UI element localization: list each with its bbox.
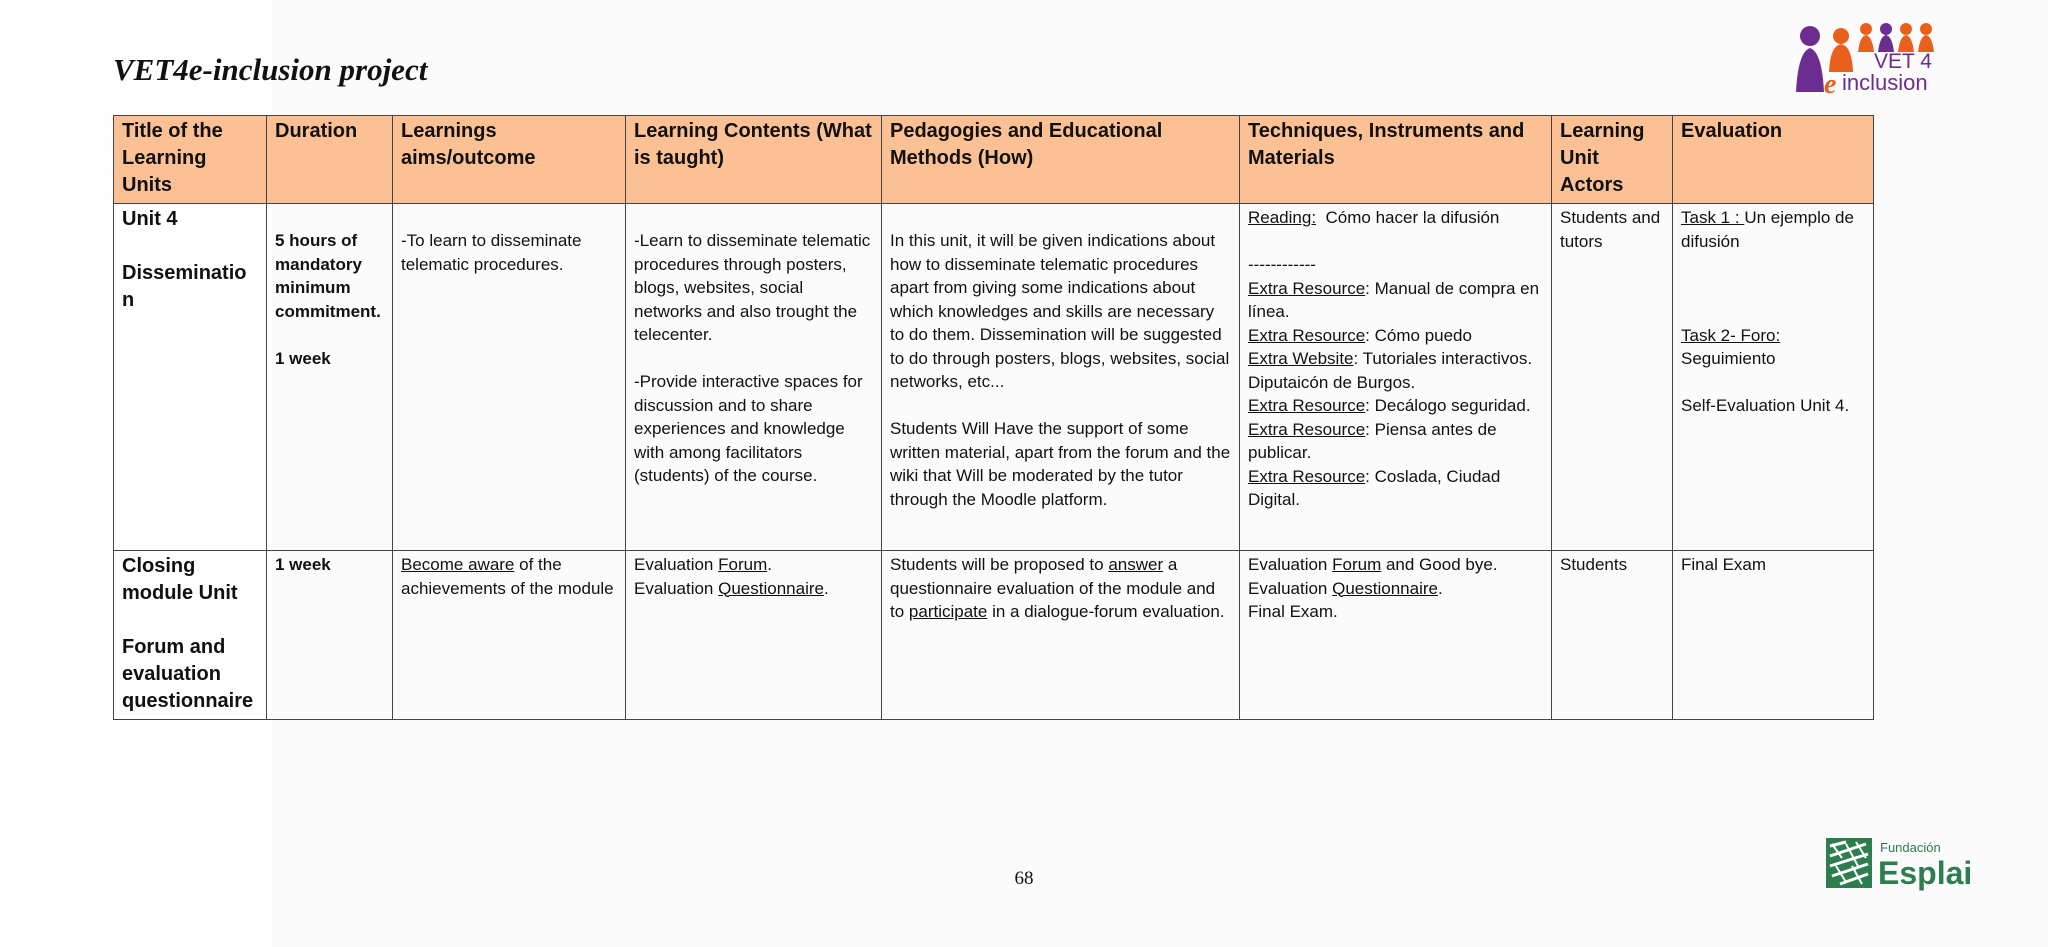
unit-number: Unit 4 xyxy=(122,208,178,230)
page-number: 68 xyxy=(1014,868,1034,889)
resource-item: Extra Resource: Coslada, Ciudad Digital. xyxy=(1248,466,1501,509)
contents-paragraph-1: -Learn to disseminate telematic procedures through posters, blogs, websites, social networks and also trought the telecenter. xyxy=(634,231,871,344)
extra-resource-link[interactable]: Extra Resource xyxy=(1248,466,1366,486)
header-duration: Duration xyxy=(267,116,393,204)
unit-title-cell xyxy=(114,551,267,720)
unit-name: Dissemination xyxy=(122,262,247,311)
task2-link[interactable]: Task 2- Foro: xyxy=(1681,325,1781,345)
evaluation-cell: Final Exam xyxy=(1673,551,1874,720)
become-aware-link[interactable]: Become aware xyxy=(401,555,515,574)
self-evaluation-text: Self-Evaluation Unit 4. xyxy=(1681,396,1850,415)
task1-text: Un ejemplo de difusión xyxy=(1681,208,1854,251)
actors-cell: Students and tutors xyxy=(1552,204,1673,551)
contents-paragraph-2: -Provide interactive spaces for discussion and to share experiences and knowledge with among facilitators (students) of the course. xyxy=(634,372,863,485)
actors-cell: Students xyxy=(1552,551,1673,720)
document-title: VET4e-inclusion project xyxy=(113,52,428,87)
table-row xyxy=(114,204,1874,551)
resource-item: Extra Resource: Piensa antes de publicar. xyxy=(1248,419,1497,462)
resource-item: Extra Resource: Manual de compra en línea. xyxy=(1248,278,1540,321)
svg-text:Fundación: Fundación xyxy=(1880,840,1941,855)
evaluation-cell xyxy=(1673,204,1874,551)
unit-title-cell xyxy=(114,204,267,551)
duration-week: 1 week xyxy=(275,348,331,368)
extra-website-link[interactable]: Extra Website xyxy=(1248,349,1354,368)
pedagogy-cell: Students will be proposed to answer a questionnaire evaluation of the module and to participate in a dialogue-forum evaluation. xyxy=(882,551,1240,720)
duration-cell xyxy=(267,204,393,551)
participate-link[interactable]: participate xyxy=(908,602,988,621)
header-aims: Learnings aims/outcome xyxy=(393,116,626,204)
duration-cell: 1 week xyxy=(267,551,393,720)
questionnaire-link[interactable]: Questionnaire xyxy=(1332,578,1438,598)
header-pedagogies: Pedagogies and Educational Methods (How) xyxy=(882,116,1240,204)
table-row xyxy=(114,551,1874,720)
pedagogy-cell xyxy=(882,204,1240,551)
header-actors: Learning Unit Actors xyxy=(1552,116,1673,204)
reading-link[interactable]: Reading: xyxy=(1248,208,1317,227)
extra-resource-link[interactable]: Extra Resource xyxy=(1248,419,1366,439)
table-header-row xyxy=(114,116,1874,204)
header-evaluation: Evaluation xyxy=(1673,116,1874,204)
task2-text: Seguimiento xyxy=(1681,349,1776,368)
header-contents: Learning Contents (What is taught) xyxy=(626,116,882,204)
extra-resource-link[interactable]: Extra Resource xyxy=(1248,396,1366,415)
separator-text: ------------ xyxy=(1248,255,1316,274)
questionnaire-link[interactable]: Questionnaire xyxy=(718,578,824,598)
closing-unit-title: Closing module Unit xyxy=(122,555,238,604)
contents-cell: Evaluation Forum. Evaluation Questionnaire. xyxy=(626,551,882,720)
duration-commitment: 5 hours of mandatory minimum commitment. xyxy=(275,231,381,321)
reading-text: Cómo hacer la difusión xyxy=(1316,208,1500,227)
contents-cell xyxy=(626,204,882,551)
techniques-cell xyxy=(1240,204,1552,551)
vet4-inclusion-logo xyxy=(1796,22,1942,100)
extra-resource-link[interactable]: Extra Resource xyxy=(1248,325,1366,345)
answer-link[interactable]: answer xyxy=(1108,555,1164,574)
final-exam-text: Final Exam. xyxy=(1248,602,1338,621)
resource-item: Extra Website: Tutoriales interactivos. Diputaicón de Burgos. xyxy=(1248,349,1533,392)
fundacion-esplai-logo xyxy=(1826,836,1973,892)
forum-link[interactable]: Forum xyxy=(1332,555,1382,574)
resource-item: Extra Resource: Decálogo seguridad. xyxy=(1248,396,1531,415)
learning-units-table xyxy=(113,115,1874,720)
svg-text:VET 4: VET 4 xyxy=(1874,50,1932,73)
pedagogy-paragraph-2: Students Will Have the support of some written material, apart from the forum and the wiki that Will be moderated by the tutor through the Moodle platform. xyxy=(890,419,1231,509)
aims-cell: Become aware of the achievements of the module xyxy=(393,551,626,720)
task1-link[interactable]: Task 1 : xyxy=(1681,208,1745,227)
resource-item: Extra Resource: Cómo puedo xyxy=(1248,325,1472,345)
forum-link[interactable]: Forum xyxy=(718,555,768,574)
extra-resource-link[interactable]: Extra Resource xyxy=(1248,278,1366,298)
svg-text:Esplai: Esplai xyxy=(1878,855,1973,891)
aims-cell xyxy=(393,204,626,551)
svg-text:e: e xyxy=(1824,69,1837,100)
pedagogy-paragraph-1: In this unit, it will be given indications about how to disseminate telematic procedures apart from giving some indications about which knowledges and skills are necessary to do them. Dissemination will be suggested to do through posters, blogs, websites, social networks, etc... xyxy=(890,231,1230,391)
techniques-cell: Evaluation Forum and Good bye. Evaluation Questionnaire. Final Exam. xyxy=(1240,551,1552,720)
header-title: Title of the Learning Units xyxy=(114,116,267,204)
closing-unit-subtitle: Forum and evaluation questionnaire xyxy=(122,636,254,712)
header-techniques: Techniques, Instruments and Materials xyxy=(1240,116,1552,204)
svg-text:inclusion: inclusion xyxy=(1842,70,1928,95)
aims-text: -To learn to disseminate telematic procedures. xyxy=(401,231,582,274)
